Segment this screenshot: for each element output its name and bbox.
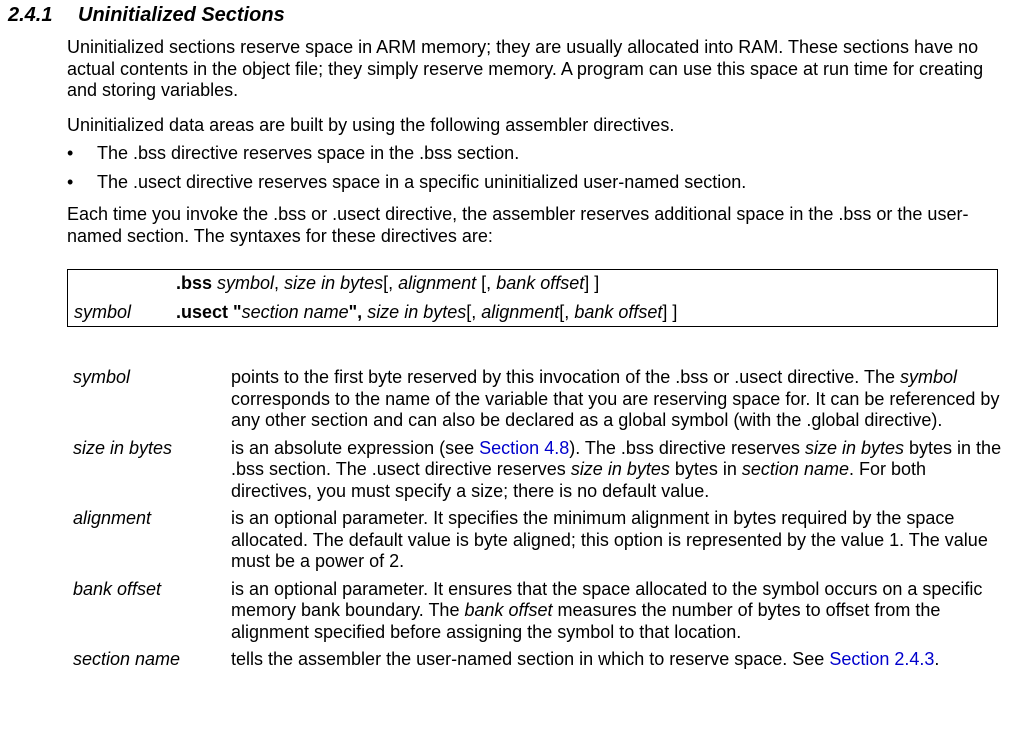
bullet-icon: • (67, 172, 74, 192)
description-text: measures the number of bytes to offset from the alignment specified before assigning the symbol to that location. (231, 600, 941, 642)
parameter-description (231, 508, 1003, 573)
section-link[interactable]: Section 4.8 (479, 437, 570, 458)
section-number: 2.4.1 (8, 4, 53, 26)
syntax-part: ", (348, 302, 368, 322)
syntax-part: section name (241, 302, 349, 322)
syntax-part: alignment (398, 273, 477, 293)
syntax-part: ] ] (662, 302, 678, 322)
parameter-symbol (73, 367, 1003, 432)
parameter-term: symbol (73, 367, 131, 387)
description-text: bank offset (464, 600, 553, 620)
parameter-description (231, 438, 1003, 503)
parameter-size-in-bytes (73, 438, 1003, 503)
syntax-part: [, (383, 273, 399, 293)
description-text: size in bytes (570, 459, 670, 479)
syntax-part: , (274, 273, 285, 293)
parameter-section-name (73, 649, 1003, 671)
directives-intro-paragraph: Uninitialized data areas are built by using the following assembler directives. (67, 115, 675, 135)
parameter-term: bank offset (73, 578, 162, 599)
parameter-term: size in bytes (73, 437, 173, 458)
bullet-icon: • (67, 143, 74, 163)
description-text: ). The .bss directive reserves (569, 437, 805, 458)
parameter-term: section name (73, 649, 181, 669)
description-text: symbol (900, 367, 958, 387)
parameter-bank-offset (73, 579, 1003, 644)
syntax-part: symbol (212, 273, 275, 293)
parameter-description (231, 367, 1003, 432)
description-text: corresponds to the name of the variable that you are reserving space for. It can be referenced by any other section and can also be declared as a global symbol (with the .global directive). (231, 388, 1000, 430)
syntax-part: bank offset (574, 302, 663, 322)
syntax-part: bank offset (496, 273, 585, 293)
syntax-part: [, (559, 302, 575, 322)
bullet-text: The .usect directive reserves space in a specific uninitialized user-named section. (97, 172, 747, 192)
section-link[interactable]: Section 2.4.3 (829, 649, 935, 669)
syntax-part: size in bytes (284, 273, 384, 293)
description-text: is an optional parameter. It specifies the minimum alignment in bytes required by the space allocated. The default value is byte aligned; this option is represented by the value 1. The value must be a power of 2. (231, 508, 988, 571)
bullet-text: The .bss directive reserves space in the .bss section. (97, 143, 520, 163)
description-text: . For both directives, you must specify a size; there is no default value. (231, 459, 927, 501)
description-text: . (934, 649, 940, 669)
description-text: is an optional parameter. It ensures that the space allocated to the symbol occurs on a specific memory bank boundary. The (231, 578, 983, 620)
description-text: bytes in (669, 459, 742, 479)
syntax-symbol-label: symbol (74, 302, 132, 322)
description-text: bytes in the .bss section. The .usect directive reserves (231, 437, 1002, 479)
syntax-part: " (228, 302, 242, 322)
syntax-part: size in bytes (367, 302, 467, 322)
syntax-part: [, (466, 302, 482, 322)
description-text: size in bytes (804, 437, 905, 458)
description-text: section name (741, 459, 849, 479)
syntax-box (67, 269, 998, 327)
description-text: points to the first byte reserved by this invocation of the .bss or .usect directive. The (231, 367, 900, 387)
syntax-part: alignment (481, 302, 560, 322)
parameter-list (73, 367, 1003, 671)
description-text: tells the assembler the user-named section in which to reserve space. See (231, 649, 830, 669)
description-text: is an absolute expression (see (231, 437, 480, 458)
syntax-part: [, (476, 273, 497, 293)
parameter-description (231, 579, 1003, 644)
parameter-term: alignment (73, 508, 152, 528)
syntax-intro-paragraph: Each time you invoke the .bss or .usect directive, the assembler reserves additional space in the .bss or the user-named section. The syntaxes for these directives are: (67, 204, 969, 246)
parameter-description (231, 649, 1003, 671)
bss-directive: .bss (176, 273, 213, 293)
syntax-part: ] ] (584, 273, 600, 293)
parameter-alignment (73, 508, 1003, 573)
section-title: Uninitialized Sections (78, 4, 285, 26)
usect-directive: .usect (176, 302, 229, 322)
section-heading (8, 2, 285, 28)
intro-paragraph: Uninitialized sections reserve space in ARM memory; they are usually allocated into RAM. These sections have no actual contents in the object file; they simply reserve memory. A program can use this space at run time for creating and storing variables. (67, 37, 984, 100)
